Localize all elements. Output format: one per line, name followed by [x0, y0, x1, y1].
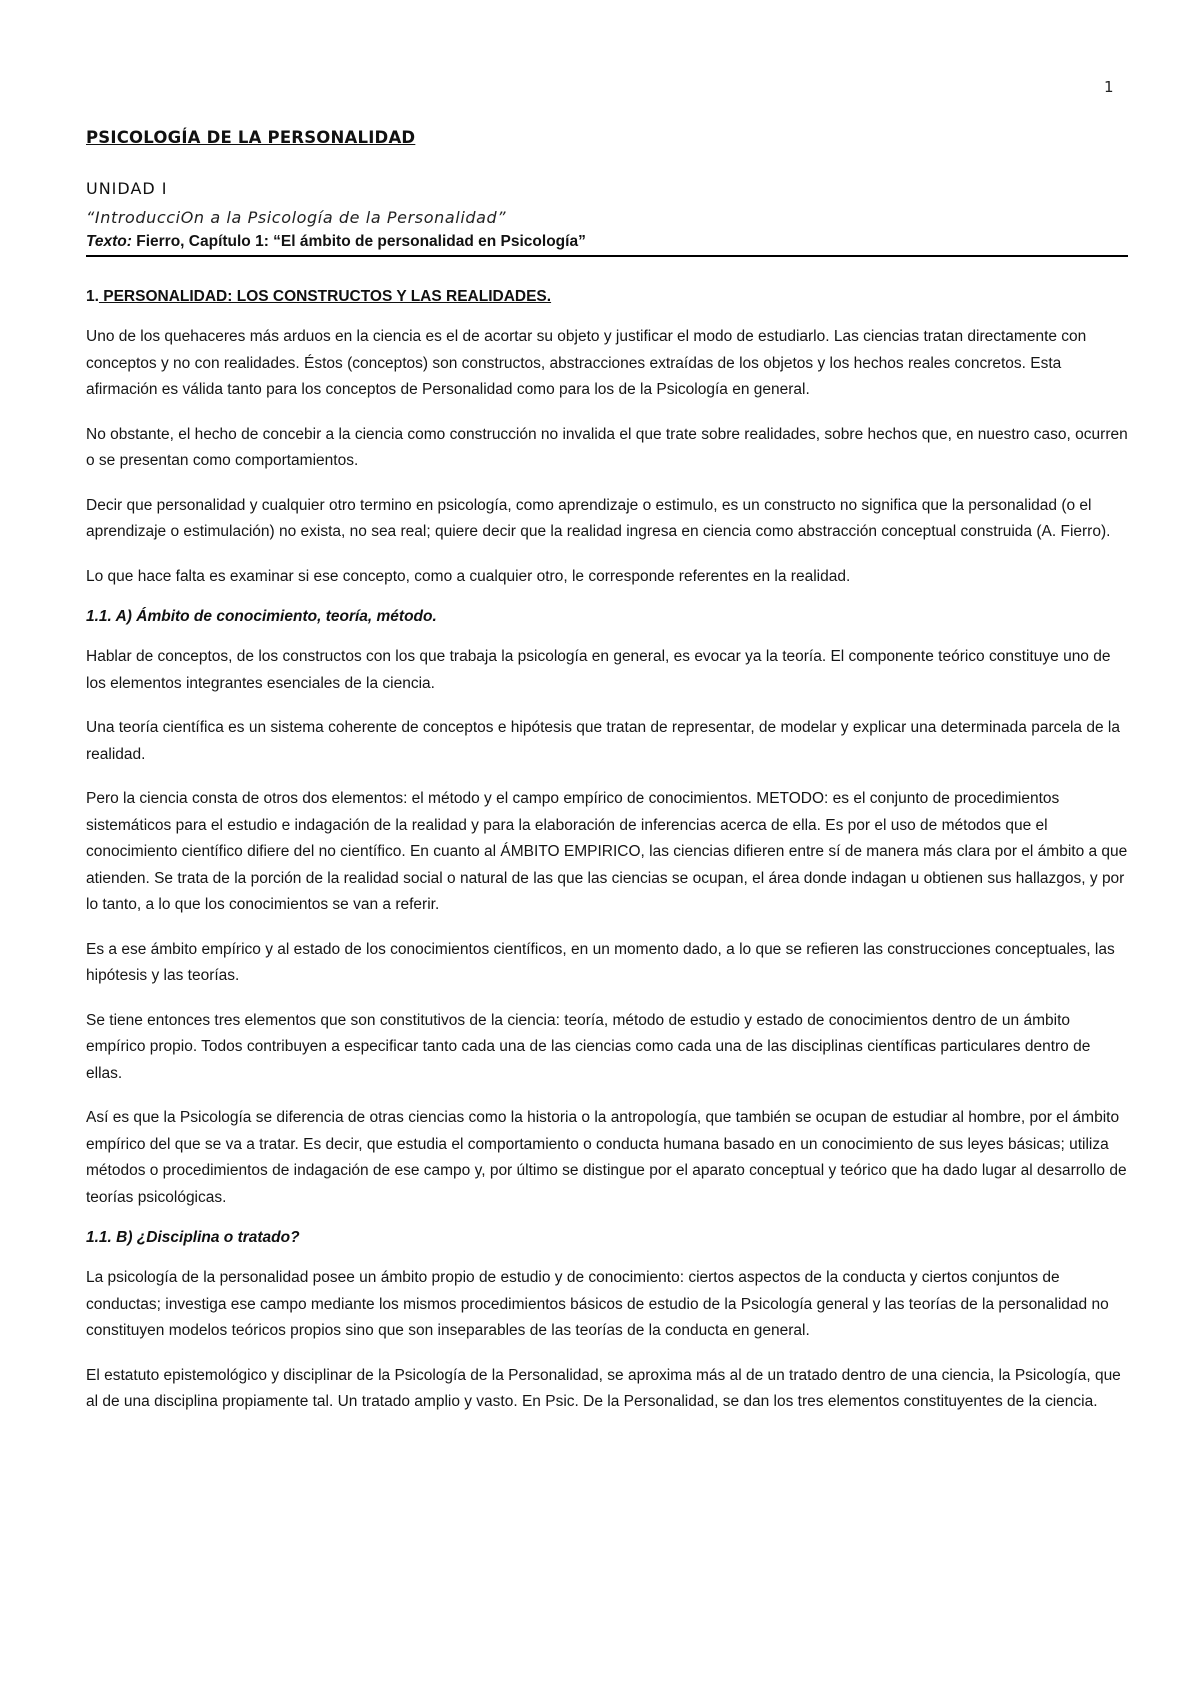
section-title: PERSONALIDAD: LOS CONSTRUCTOS Y LAS REALIDADES.	[98, 288, 552, 305]
paragraph: Es a ese ámbito empírico y al estado de los conocimientos científicos, en un momento dado, a lo que se refieren las construcciones conceptuales, las hipótesis y las teorías.	[86, 940, 1115, 984]
paragraph: El estatuto epistemológico y disciplinar de la Psicología de la Personalidad, se aproxima más al de un tratado dentro de una ciencia, la Psicología, que al de una disciplina propiamente tal. Un tratado amplio y vasto. En Psic. De la Personalidad, se dan los tres elementos constituyentes de la ciencia.	[86, 1366, 1121, 1410]
paragraph: Lo que hace falta es examinar si ese concepto, como a cualquier otro, le corresponde referentes en la realidad.	[86, 567, 851, 585]
paragraph: Se tiene entonces tres elementos que son constitutivos de la ciencia: teoría, método de estudio y estado de conocimientos dentro de un ámbito empírico propio. Todos contribuyen a especificar tanto cada una de las ciencias como cada una de las disciplinas científicas particulares dentro de ellas.	[86, 1011, 1091, 1082]
paragraph: Uno de los quehaceres más arduos en la ciencia es el de acortar su objeto y justificar el modo de estudiarlo. Las ciencias tratan directamente con conceptos y no con realidades. Éstos (conceptos) son constructos, abstracciones extraídas de los objetos y los hechos reales concretos. Esta afirmación es válida tanto para los conceptos de Personalidad como para los de la Psicología en general.	[86, 328, 1087, 398]
document-body	[86, 288, 1128, 1434]
paragraph: Pero la ciencia consta de otros dos elementos: el método y el campo empírico de conocimientos. METODO: es el conjunto de procedimientos sistemáticos para el estudio e indagación de la realidad y para la elaboración de inferencias acerca de ella. Es por el uso de métodos que el conocimiento científico difiere del no científico. En cuanto al ÁMBITO EMPIRICO, las ciencias difieren entre sí de manera más clara por el ámbito a que atienden. Se trata de la porción de la realidad social o natural de las que las ciencias se ocupan, el área donde indagan u obtienen sus hallazgos, y por lo tanto, a lo que los conocimientos se van a referir.	[86, 790, 1128, 913]
paragraph: Decir que personalidad y cualquier otro termino en psicología, como aprendizaje o estimulo, es un constructo no significa que la personalidad (o el aprendizaje o estimulación) no exista, no sea real; quiere decir que la realidad ingresa en ciencia como abstracción conceptual construida (A. Fierro).	[86, 496, 1111, 540]
subsection-heading-1-1-b: 1.1. B) ¿Disciplina o tratado?	[86, 1229, 300, 1246]
paragraph: La psicología de la personalidad posee un ámbito propio de estudio y de conocimiento: ciertos aspectos de la conducta y ciertos conjuntos de conductas; investiga ese campo mediante los mismos procedimientos básicos de estudio de la Psicología general y las teorías de la personalidad no constituyen modelos teóricos propios sino que son inseparables de las teorías de la conducta en general.	[86, 1269, 1109, 1339]
document-header	[86, 128, 1128, 257]
text-reference	[86, 233, 1128, 253]
paragraph: Una teoría científica es un sistema coherente de conceptos e hipótesis que tratan de representar, de modelar y explicar una determinada parcela de la realidad.	[86, 719, 1120, 763]
text-reference-value: Fierro, Capítulo 1: “El ámbito de personalidad en Psicología”	[131, 233, 586, 250]
subsection-heading-1-1-a: 1.1. A) Ámbito de conocimiento, teoría, método.	[86, 608, 437, 625]
text-reference-label: Texto:	[86, 233, 132, 250]
page-number: 1	[1104, 78, 1114, 96]
document-title: PSICOLOGÍA DE LA PERSONALIDAD	[86, 128, 416, 147]
unit-label: UNIDAD I	[86, 179, 168, 198]
section-number: 1.	[86, 288, 99, 305]
paragraph: No obstante, el hecho de concebir a la ciencia como construcción no invalida el que trate sobre realidades, sobre hechos que, en nuestro caso, ocurren o se presentan como comportamientos.	[86, 425, 1128, 469]
section-heading-1	[86, 288, 1128, 306]
paragraph: Así es que la Psicología se diferencia de otras ciencias como la historia o la antropología, que también se ocupan de estudiar al hombre, por el ámbito empírico del que se va a tratar. Es decir, que estudia el comportamiento o conducta humana basado en un conocimiento de sus leyes básicas; utiliza métodos o procedimientos de indagación de ese campo y, por último se distingue por el aparato conceptual y teórico que ha dado lugar al desarrollo de teorías psicológicas.	[86, 1109, 1127, 1206]
paragraph: Hablar de conceptos, de los constructos con los que trabaja la psicología en general, es evocar ya la teoría. El componente teórico constituye uno de los elementos integrantes esenciales de la ciencia.	[86, 648, 1111, 692]
unit-subtitle: “IntroducciOn a la Psicología de la Personalidad”	[86, 208, 507, 227]
header-divider	[86, 255, 1128, 257]
